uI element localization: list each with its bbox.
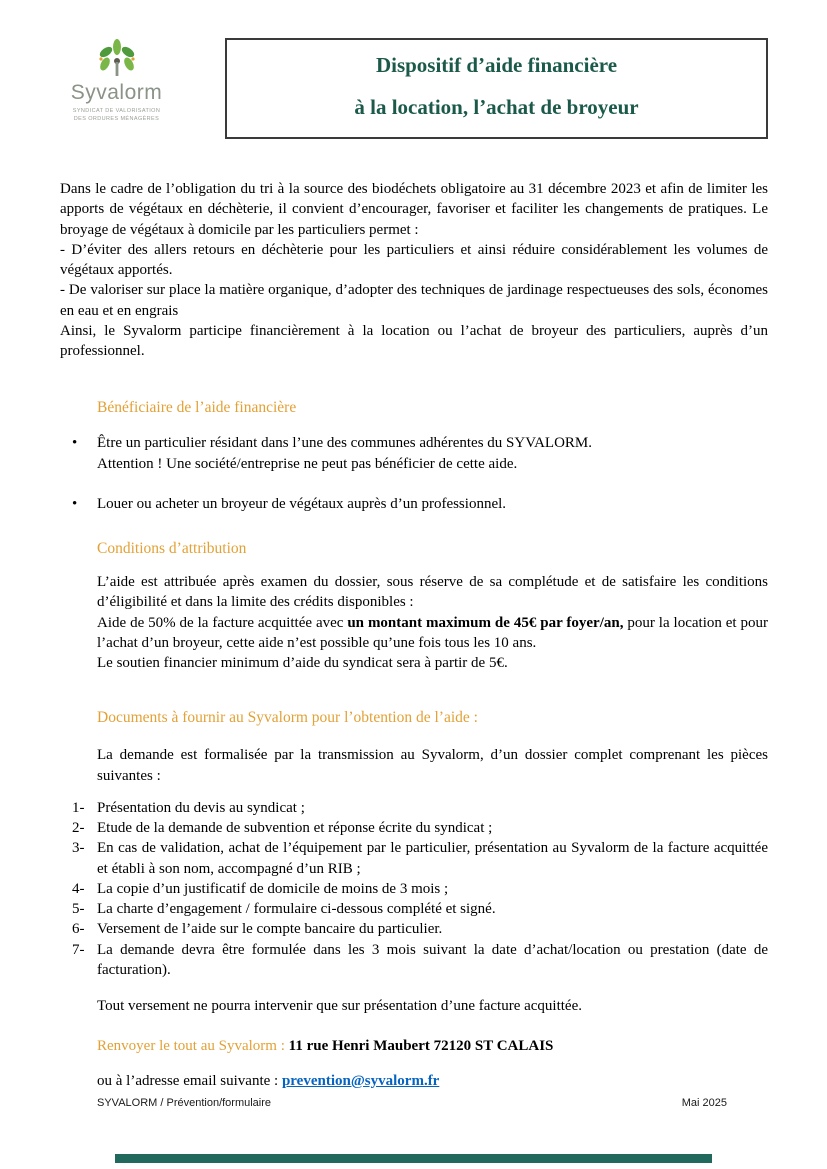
send-line	[97, 1036, 768, 1056]
intro-closing: Ainsi, le Syvalorm participe financièrement à la location ou l’achat de broyeur des particuliers, auprès d’un professionnel.	[60, 322, 768, 359]
intro-dash2: - De valoriser sur place la matière organique, d’adopter des techniques de jardinage respectueuses des sols, économes en eau et en engrais	[60, 282, 768, 319]
title-box	[225, 38, 768, 139]
logo-wordmark: Syvalorm	[70, 81, 163, 104]
beneficiary-list	[60, 433, 768, 514]
conditions-p2-post: pour la location et pour l’achat d’un broyeur, cette aide n’est possible qu’une fois tous les 10 ans.	[97, 614, 769, 651]
bullet1-line1: Être un particulier résidant dans l’une des communes adhérentes du SYVALORM.	[97, 435, 593, 452]
item-text: La charte d’engagement / formulaire ci-dessous complété et signé.	[97, 901, 496, 917]
list-item	[60, 494, 768, 514]
logo-subtitle-line2: DES ORDURES MÉNAGÈRES	[73, 116, 160, 123]
bullet-icon: •	[72, 495, 78, 512]
document-title-line1: Dispositif d’aide financière	[375, 53, 618, 77]
bullet1-line2: Attention ! Une société/entreprise ne peut pas bénéficier de cette aide.	[97, 455, 518, 472]
logo-subtitle	[54, 107, 179, 124]
header	[60, 38, 768, 139]
bullet-icon: •	[72, 435, 78, 452]
list-item	[60, 433, 768, 474]
heading-beneficiaire: Bénéficiaire de l’aide financière	[97, 399, 297, 417]
page-footer	[97, 1097, 727, 1109]
item-text: Versement de l’aide sur le compte bancaire du particulier.	[97, 921, 443, 938]
table-row	[60, 818, 768, 838]
item-number: 2-	[72, 820, 85, 836]
intro-section	[60, 179, 768, 361]
table-row	[60, 798, 768, 818]
conditions-p2-bold: un montant maximum de 45€ par foyer/an,	[347, 614, 624, 631]
postal-address: 11 rue Henri Maubert 72120 ST CALAIS	[288, 1038, 554, 1055]
documents-intro: La demande est formalisée par la transmission au Syvalorm, d’un dossier complet comprenant les pièces suivantes :	[97, 747, 768, 784]
item-text: Présentation du devis au syndicat ;	[97, 799, 305, 816]
table-row	[60, 940, 768, 981]
heading-conditions: Conditions d’attribution	[97, 540, 247, 557]
send-label: Renvoyer le tout au Syvalorm :	[97, 1038, 289, 1055]
table-row	[60, 838, 768, 879]
item-text: La copie d’un justificatif de domicile de moins de 3 mois ;	[97, 880, 449, 897]
bullet2-text: Louer ou acheter un broyeur de végétaux auprès d’un professionnel.	[97, 495, 507, 512]
bullet-text	[97, 433, 768, 474]
footer-left-text: SYVALORM / Prévention/formulaire	[97, 1097, 272, 1109]
item-number: 7-	[72, 941, 85, 958]
item-number: 4-	[72, 880, 85, 897]
email-label: ou à l’adresse email suivante :	[97, 1072, 282, 1089]
table-row	[60, 879, 768, 899]
payment-note: Tout versement ne pourra intervenir que sur présentation d’une facture acquittée.	[97, 998, 583, 1014]
item-text: Etude de la demande de subvention et réponse écrite du syndicat ;	[97, 820, 493, 836]
conditions-body	[97, 572, 768, 673]
syvalorm-logo	[54, 38, 179, 124]
document-title-line2: à la location, l’achat de broyeur	[354, 95, 639, 119]
conditions-p1: L’aide est attribuée après examen du dossier, sous réserve de sa complétude et de satisfaire les conditions d’éligibilité et dans la limite des crédits disponibles :	[97, 574, 768, 611]
documents-list	[60, 798, 768, 980]
table-row	[60, 899, 768, 919]
footer-date: Mai 2025	[681, 1097, 727, 1109]
footer-accent-bar	[115, 1154, 712, 1163]
email-link[interactable]: prevention@syvalorm.fr	[281, 1072, 440, 1089]
intro-lead: Dans le cadre de l’obligation du tri à la source des biodéchets obligatoire au 31 décembre 2023 et afin de limiter les apports de végétaux en déchèterie, il convient d’encourager, favoriser et faciliter les changements de pratiques. Le broyage de végétaux à domicile par les particuliers permet :	[60, 181, 768, 238]
logo-subtitle-line1: SYNDICAT DE VALORISATION	[72, 108, 161, 114]
item-number: 5-	[72, 901, 85, 917]
item-number: 3-	[72, 840, 85, 857]
heading-documents: Documents à fournir au Syvalorm pour l’obtention de l’aide :	[97, 709, 478, 727]
intro-dash1: - D’éviter des allers retours en déchèterie pour les particuliers et ainsi réduire considérablement les volumes de végétaux apportés.	[60, 241, 768, 278]
item-number: 6-	[72, 921, 85, 938]
conditions-p2-pre: Aide de 50% de la facture acquittée avec	[97, 614, 348, 631]
item-number: 1-	[72, 799, 85, 816]
item-text: La demande devra être formulée dans les 3 mois suivant la date d’achat/location ou prestation (date de facturation).	[97, 941, 768, 978]
table-row	[60, 919, 768, 939]
conditions-p3: Le soutien financier minimum d’aide du syndicat sera à partir de 5€.	[97, 655, 508, 671]
item-text: En cas de validation, achat de l’équipement par le particulier, présentation au Syvalorm de la facture acquittée et établi à son nom, accompagné d’un RIB ;	[97, 840, 768, 877]
plant-icon	[54, 38, 179, 80]
conditions-p2	[97, 613, 768, 654]
email-line	[97, 1071, 768, 1091]
